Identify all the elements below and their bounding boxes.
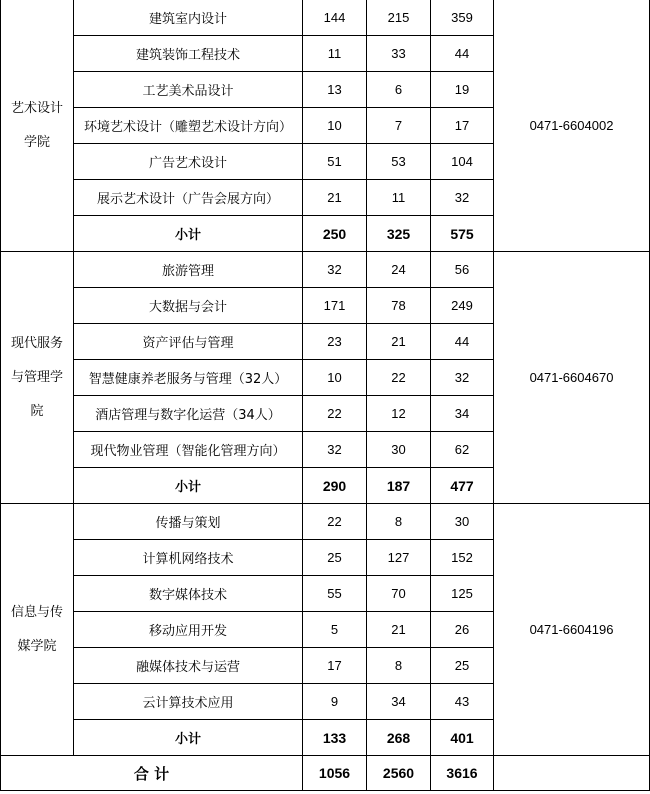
subtotal-b: 187	[367, 468, 431, 504]
major-name: 工艺美术品设计	[74, 72, 303, 108]
major-name: 融媒体技术与运营	[74, 648, 303, 684]
major-name: 酒店管理与数字化运营（34人）	[74, 396, 303, 432]
count-a: 5	[303, 612, 367, 648]
count-a: 11	[303, 36, 367, 72]
count-total: 32	[431, 180, 494, 216]
table-row	[1, 504, 650, 540]
count-b: 34	[367, 684, 431, 720]
college-phone-media: 0471-6604196	[494, 504, 650, 756]
major-name: 数字媒体技术	[74, 576, 303, 612]
count-total: 62	[431, 432, 494, 468]
major-name: 建筑室内设计	[74, 0, 303, 36]
subtotal-label: 小计	[74, 720, 303, 756]
grand-total-empty	[494, 756, 650, 791]
count-b: 11	[367, 180, 431, 216]
count-total: 26	[431, 612, 494, 648]
count-a: 9	[303, 684, 367, 720]
table-row	[1, 0, 650, 36]
major-name: 计算机网络技术	[74, 540, 303, 576]
grand-total-total: 3616	[431, 756, 494, 791]
table-row	[1, 252, 650, 288]
subtotal-b: 325	[367, 216, 431, 252]
major-name: 云计算技术应用	[74, 684, 303, 720]
college-name-art: 艺术设计学院	[1, 0, 74, 252]
count-total: 56	[431, 252, 494, 288]
count-a: 32	[303, 252, 367, 288]
count-b: 6	[367, 72, 431, 108]
count-b: 30	[367, 432, 431, 468]
count-a: 144	[303, 0, 367, 36]
major-name: 建筑装饰工程技术	[74, 36, 303, 72]
college-name-media: 信息与传媒学院	[1, 504, 74, 756]
count-total: 19	[431, 72, 494, 108]
grand-total-row	[1, 756, 650, 791]
count-a: 51	[303, 144, 367, 180]
count-b: 8	[367, 504, 431, 540]
subtotal-total: 401	[431, 720, 494, 756]
count-b: 70	[367, 576, 431, 612]
subtotal-total: 575	[431, 216, 494, 252]
count-total: 32	[431, 360, 494, 396]
count-total: 359	[431, 0, 494, 36]
count-a: 10	[303, 108, 367, 144]
count-total: 44	[431, 324, 494, 360]
count-a: 10	[303, 360, 367, 396]
count-a: 17	[303, 648, 367, 684]
college-phone-art: 0471-6604002	[494, 0, 650, 252]
count-b: 24	[367, 252, 431, 288]
count-b: 33	[367, 36, 431, 72]
college-phone-service: 0471-6604670	[494, 252, 650, 504]
count-b: 127	[367, 540, 431, 576]
grand-total-a: 1056	[303, 756, 367, 791]
count-total: 104	[431, 144, 494, 180]
count-b: 21	[367, 324, 431, 360]
major-name: 移动应用开发	[74, 612, 303, 648]
count-a: 13	[303, 72, 367, 108]
major-name: 资产评估与管理	[74, 324, 303, 360]
major-name: 广告艺术设计	[74, 144, 303, 180]
major-name: 旅游管理	[74, 252, 303, 288]
grand-total-b: 2560	[367, 756, 431, 791]
count-b: 22	[367, 360, 431, 396]
count-a: 25	[303, 540, 367, 576]
count-b: 12	[367, 396, 431, 432]
grand-total-label: 合 计	[1, 756, 303, 791]
count-a: 55	[303, 576, 367, 612]
count-total: 30	[431, 504, 494, 540]
major-name: 传播与策划	[74, 504, 303, 540]
count-a: 22	[303, 396, 367, 432]
count-a: 32	[303, 432, 367, 468]
count-total: 125	[431, 576, 494, 612]
subtotal-total: 477	[431, 468, 494, 504]
count-total: 43	[431, 684, 494, 720]
count-total: 25	[431, 648, 494, 684]
count-b: 215	[367, 0, 431, 36]
college-name-service: 现代服务与管理学院	[1, 252, 74, 504]
count-total: 249	[431, 288, 494, 324]
count-a: 22	[303, 504, 367, 540]
count-b: 78	[367, 288, 431, 324]
count-total: 17	[431, 108, 494, 144]
major-name: 大数据与会计	[74, 288, 303, 324]
count-b: 53	[367, 144, 431, 180]
count-b: 8	[367, 648, 431, 684]
count-a: 23	[303, 324, 367, 360]
count-a: 171	[303, 288, 367, 324]
count-total: 152	[431, 540, 494, 576]
subtotal-label: 小计	[74, 468, 303, 504]
count-b: 21	[367, 612, 431, 648]
subtotal-b: 268	[367, 720, 431, 756]
major-name: 环境艺术设计（雕塑艺术设计方向）	[74, 108, 303, 144]
count-total: 44	[431, 36, 494, 72]
count-total: 34	[431, 396, 494, 432]
subtotal-a: 133	[303, 720, 367, 756]
count-a: 21	[303, 180, 367, 216]
major-name: 现代物业管理（智能化管理方向）	[74, 432, 303, 468]
major-name: 展示艺术设计（广告会展方向）	[74, 180, 303, 216]
subtotal-a: 250	[303, 216, 367, 252]
major-name: 智慧健康养老服务与管理（32人）	[74, 360, 303, 396]
subtotal-a: 290	[303, 468, 367, 504]
count-b: 7	[367, 108, 431, 144]
subtotal-label: 小计	[74, 216, 303, 252]
